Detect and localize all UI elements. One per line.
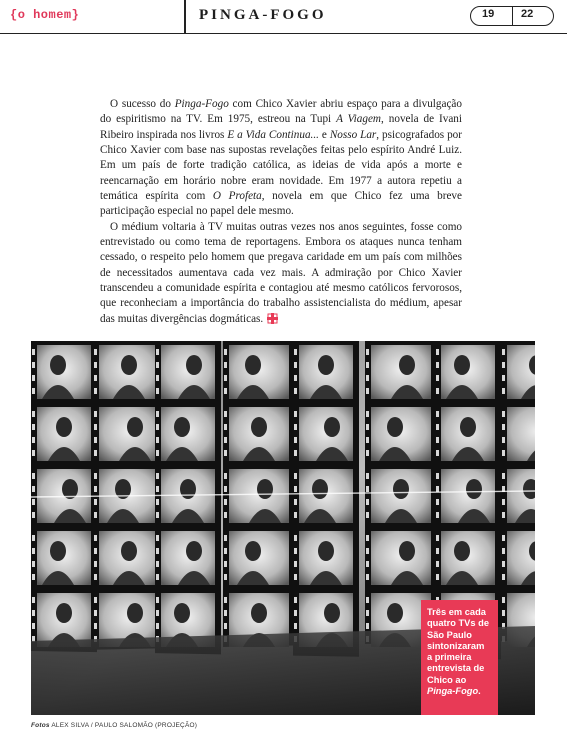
article-body	[100, 97, 462, 327]
header-rule	[0, 33, 567, 34]
paragraph-1: O sucesso do Pinga-Fogo com Chico Xavier abriu espaço para a divulgação do espiritismo na TV. Em 1975, estreou na Tupi A Viagem, novela de Ivani Ribeiro inspirada nos livros E a Vida Continua... e Nosso Lar, psicografados por Chico Xavier com base nas supostas revelações feitas pelo espírito André Luiz. Em um país de forte tradição católica, as ideias de vida após a morte e reencarnação em horário nobre eram novidade. Em 1977 a autora repetiu a temática espírita com O Profeta, novela em que Chico fez uma breve participação especial no papel dele mesmo.	[100, 98, 463, 218]
end-of-article-icon	[267, 313, 278, 324]
header-divider	[184, 0, 186, 34]
publication-title: PINGA-FOGO	[199, 7, 327, 23]
section-tag[interactable]: {o homem}	[10, 8, 80, 22]
photo-caption: Três em cada quatro TVs de São Paulo sintonizaram a primeira entrevista de Chico ao Pinga-Fogo.	[421, 600, 498, 715]
page-current: 19	[482, 8, 495, 20]
paragraph-2: O médium voltaria à TV muitas outras vezes nos anos seguintes, fosse como entrevistado ou como tema de reportagens. Embora os ataques nunca tenham cessado, o respeito pelo homem que pregava caridade em um país com milhões de necessitados aumentava cada vez mais. A admiração por Chico Xavier transcendeu a comunidade espírita e contagiou até mesmo católicos fervorosos, que reconheciam a importância do trabalho assistencialista do médium, apesar das muitas divergências dogmáticas.	[100, 220, 462, 325]
page-indicator[interactable]	[470, 6, 554, 26]
page-total: 22	[521, 8, 534, 20]
photo-credit: Fotos ALEX SILVA / PAULO SALOMÃO (PROJEÇÃO)	[31, 722, 198, 729]
page-header	[0, 0, 567, 34]
